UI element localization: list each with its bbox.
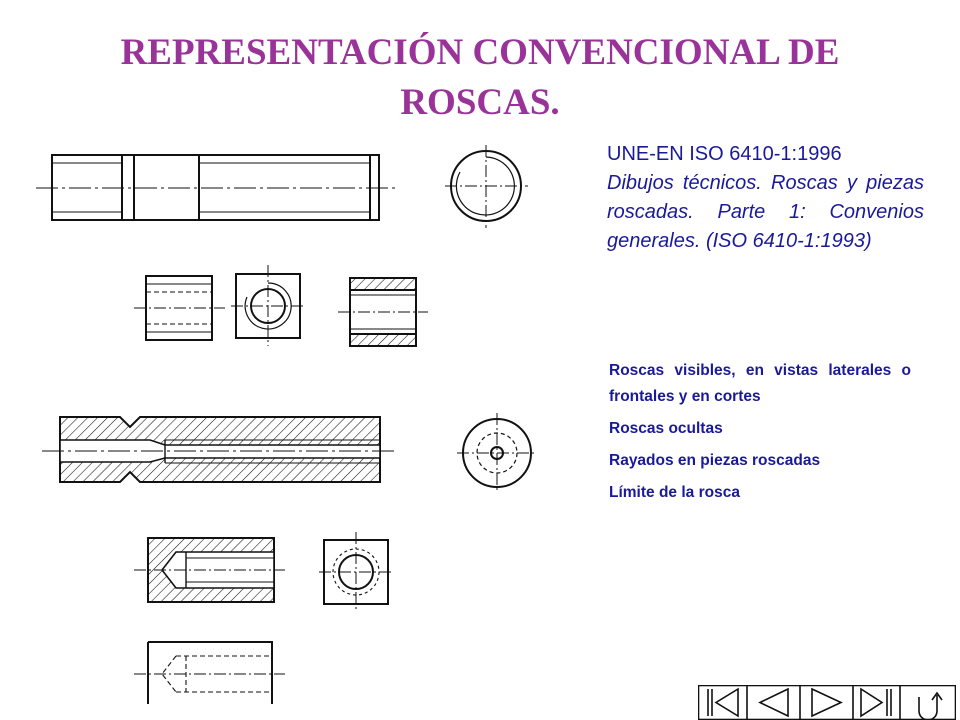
note-thread-limit: Límite de la rosca (609, 484, 740, 501)
nut-hidden-thread-view (134, 276, 225, 340)
title-line-2: ROSCAS. (400, 82, 560, 123)
stud-side-view (36, 155, 395, 220)
blind-hole-front-view (319, 532, 394, 612)
nut-section-view (338, 278, 428, 346)
standard-code: UNE-EN ISO 6410-1:1996 (607, 143, 842, 165)
note-hatching: Rayados en piezas roscadas (609, 452, 821, 469)
shaft-end-view (457, 413, 537, 493)
previous-slide-icon[interactable] (748, 686, 799, 719)
thread-notes (609, 358, 911, 503)
blind-hole-hidden-view (134, 642, 285, 704)
next-slide-icon[interactable] (801, 686, 852, 719)
standard-description: Dibujos técnicos. Roscas y piezas roscadas. Parte 1: Convenios generales. (ISO 6410-1:1993) (607, 172, 924, 252)
standard-reference (607, 140, 924, 256)
slide-navigation (698, 685, 956, 720)
note-hidden-threads: Roscas ocultas (609, 420, 723, 437)
last-slide-icon[interactable] (854, 686, 899, 719)
stud-end-view (445, 145, 528, 228)
note-visible-threads: Roscas visibles, en vistas laterales o frontales y en cortes (609, 362, 911, 405)
first-slide-icon[interactable] (699, 686, 746, 719)
return-icon[interactable] (901, 686, 955, 720)
nut-front-view (231, 265, 306, 346)
shaft-section-view (42, 417, 396, 482)
blind-hole-section-view (134, 538, 285, 602)
title-line-1: REPRESENTACIÓN CONVENCIONAL DE (120, 32, 840, 73)
